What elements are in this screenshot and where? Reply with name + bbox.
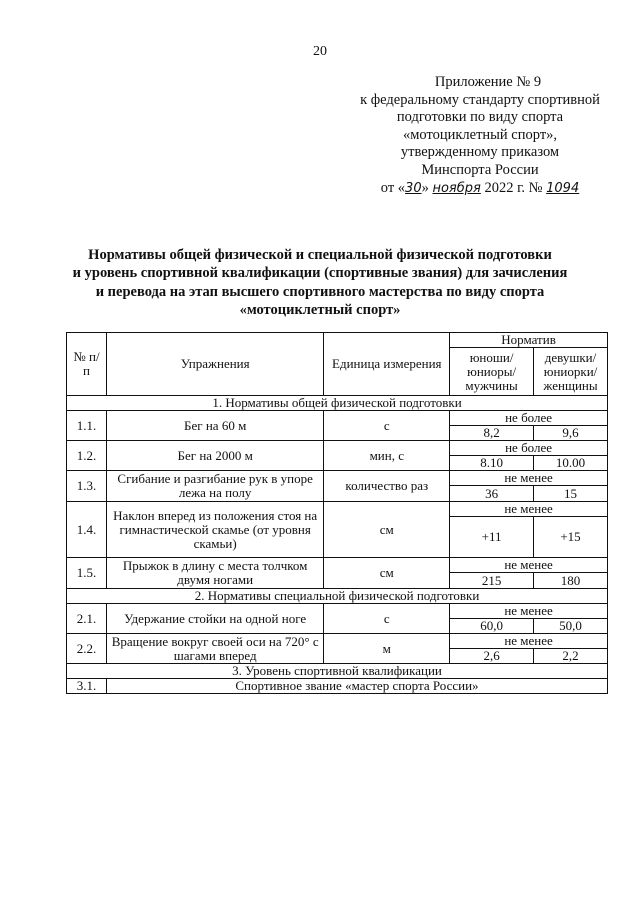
row-exercise: Вращение вокруг своей оси на 720° с шагами вперед: [106, 634, 323, 664]
table-row: [67, 634, 608, 649]
date-year: 2022 г. №: [484, 179, 543, 196]
section-2-rows: [67, 604, 608, 664]
row-unit: см: [324, 502, 450, 558]
norms-table: [66, 332, 608, 694]
section-title-3: 3. Уровень спортивной квалификации: [67, 664, 608, 679]
table-row: [67, 502, 608, 517]
section-row: [67, 664, 608, 679]
row-num: 2.2.: [67, 634, 107, 664]
row-value-female: 9,6: [534, 426, 608, 441]
section-title-1: 1. Нормативы общей физической подготовки: [67, 396, 608, 411]
appendix-date: [330, 180, 630, 198]
title-line: «мотоциклетный спорт»: [239, 301, 401, 318]
row-condition: не менее: [450, 634, 608, 649]
header-unit: Единица измерения: [324, 333, 450, 396]
row-condition: не менее: [450, 604, 608, 619]
row-value-female: 15: [534, 486, 608, 502]
row-value-female: 50,0: [534, 619, 608, 634]
order-number: 1094: [546, 180, 580, 196]
row-value-male: 8,2: [450, 426, 534, 441]
header-exercise: Упражнения: [106, 333, 323, 396]
row-value-male: +11: [450, 517, 534, 558]
row-value-male: 60,0: [450, 619, 534, 634]
row-value-male: 8.10: [450, 456, 534, 471]
appendix-block: [330, 74, 630, 197]
row-value-female: 2,2: [534, 649, 608, 664]
row-num: 2.1.: [67, 604, 107, 634]
header-num: № п/п: [67, 333, 107, 396]
row-value-female: 10.00: [534, 456, 608, 471]
appendix-line: утвержденному приказом: [400, 144, 560, 161]
row-unit: с: [324, 604, 450, 634]
document-title: [40, 246, 600, 319]
date-mid: »: [421, 179, 429, 196]
row-num: 3.1.: [67, 679, 107, 694]
row-value-female: 180: [534, 573, 608, 589]
row-num: 1.3.: [67, 471, 107, 502]
row-exercise: Сгибание и разгибание рук в упоре лежа на полу: [106, 471, 323, 502]
row-exercise: Бег на 2000 м: [106, 441, 323, 471]
row-unit: с: [324, 411, 450, 441]
row-unit: см: [324, 558, 450, 589]
row-num: 1.5.: [67, 558, 107, 589]
table-row: [67, 679, 608, 694]
title-line: Нормативы общей физической и специальной физической подготовки: [88, 247, 552, 263]
row-num: 1.4.: [67, 502, 107, 558]
title-line: и перевода на этап высшего спортивного мастерства по виду спорта: [95, 283, 545, 300]
section-title-2: 2. Нормативы специальной физической подготовки: [67, 589, 608, 604]
appendix-line: подготовки по виду спорта: [396, 109, 564, 126]
row-exercise: Удержание стойки на одной ноге: [106, 604, 323, 634]
appendix-line: «мотоциклетный спорт»,: [402, 126, 558, 143]
row-unit: количество раз: [324, 471, 450, 502]
row-title: Спортивное звание «мастер спорта России»: [106, 679, 607, 694]
table-row: [67, 471, 608, 486]
row-num: 1.1.: [67, 411, 107, 441]
row-num: 1.2.: [67, 441, 107, 471]
row-condition: не менее: [450, 558, 608, 573]
table-row: [67, 604, 608, 619]
row-value-male: 2,6: [450, 649, 534, 664]
row-value-male: 215: [450, 573, 534, 589]
row-condition: не более: [450, 411, 608, 426]
header-row: [67, 333, 608, 348]
header-norm: Норматив: [450, 333, 608, 348]
page-number: 20: [313, 44, 327, 59]
row-exercise: Прыжок в длину с места толчком двумя ногами: [106, 558, 323, 589]
table-row: [67, 411, 608, 426]
header-girls: девушки/ юниорки/ женщины: [534, 348, 608, 396]
row-exercise: Бег на 60 м: [106, 411, 323, 441]
row-value-male: 36: [450, 486, 534, 502]
header-boys: юноши/ юниоры/ мужчины: [450, 348, 534, 396]
appendix-line: к федеральному стандарту спортивной: [360, 91, 600, 108]
title-line: и уровень спортивной квалификации (спортивные звания) для зачисления: [72, 265, 568, 282]
row-value-female: +15: [534, 517, 608, 558]
row-unit: м: [324, 634, 450, 664]
date-prefix: от «: [380, 179, 406, 196]
row-condition: не менее: [450, 471, 608, 486]
row-condition: не менее: [450, 502, 608, 517]
row-exercise: Наклон вперед из положения стоя на гимнастической скамье (от уровня скамьи): [106, 502, 323, 558]
section-row: [67, 589, 608, 604]
table-row: [67, 558, 608, 573]
appendix-title: Приложение № 9: [434, 74, 542, 90]
date-month: ноября: [432, 180, 481, 196]
appendix-line: Минспорта России: [421, 161, 539, 178]
section-row: [67, 396, 608, 411]
date-day: 30: [405, 180, 422, 196]
section-1-rows: [67, 411, 608, 589]
row-condition: не более: [450, 441, 608, 456]
row-unit: мин, с: [324, 441, 450, 471]
table-row: [67, 441, 608, 456]
